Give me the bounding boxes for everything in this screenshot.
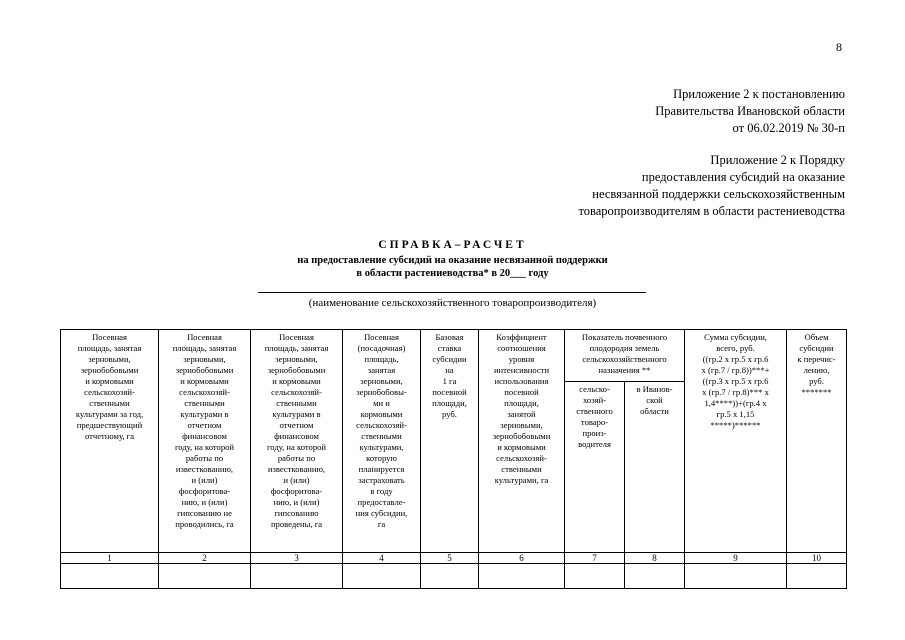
column-number: 3 [251, 553, 343, 564]
data-cell [565, 564, 625, 589]
header-text: Показатель почвенного плодородия земель сельскохозяйственного назначения ** [581, 332, 668, 375]
appendix-resolution-line: Приложение 2 к постановлению [673, 87, 845, 101]
data-cell [61, 564, 159, 589]
appendix-resolution-line: Правительства Ивановской области [655, 104, 845, 118]
appendix-order-line: товаропроизводителям в области растениеводства [578, 204, 845, 218]
header-text: Объем субсидии к перечис- лению, руб. ******* [797, 332, 836, 397]
column-number: 5 [421, 553, 479, 564]
data-cell [421, 564, 479, 589]
data-cell [343, 564, 421, 589]
producer-name-line [258, 292, 646, 293]
appendix-order-line: предоставления субсидий на оказание [641, 170, 845, 184]
header-cell [251, 330, 343, 553]
document-subtitle [0, 254, 905, 280]
header-cell [421, 330, 479, 553]
column-number: 9 [685, 553, 787, 564]
column-number: 1 [61, 553, 159, 564]
page-number: 8 [836, 40, 842, 54]
header-text: Посевная площадь, занятая зерновыми, зернобобовыми и кормовыми сельскохозяй- ственными культурами за год, предшествующий отчетному, га [75, 332, 144, 441]
document-subtitle-line: в области растениеводства* в 20___ году [356, 268, 549, 279]
appendix-order-block [578, 152, 845, 220]
header-cell [479, 330, 565, 553]
data-cell [625, 564, 685, 589]
header-cell [565, 381, 625, 552]
header-cell [61, 330, 159, 553]
producer-name-caption: (наименование сельскохозяйственного товаропроизводителя) [308, 297, 597, 309]
data-cell [479, 564, 565, 589]
data-cell [251, 564, 343, 589]
header-cell [787, 330, 847, 553]
data-cell [685, 564, 787, 589]
header-text: Базовая ставка субсидии на 1 га посевной площади, руб. [432, 332, 467, 419]
header-text: Посевная площадь, занятая зерновыми, зернобобовыми и кормовыми сельскохозяй- ственными культурами в отчетном финансовом году, на которой работы по известкованию, и (или) фосфоритова- нию, и (или) гипсованию не проводились, га [172, 332, 237, 529]
column-number: 2 [159, 553, 251, 564]
header-text: Посевная (посадочная) площадь, занятая зерновыми, зернобобовы- ми и кормовыми сельскохозяй- ственными культурами, которую планируется застраховать в году предоставле- ния субсидии, га [355, 332, 408, 529]
document-title: СПРАВКА–РАСЧЕТ [378, 239, 527, 251]
column-number: 6 [479, 553, 565, 564]
header-cell [625, 381, 685, 552]
header-text: Коэффициент соотношения уровня интенсивности использования посевной площади, занятой зерновыми, зернобобовыми и кормовыми сельскохозяй- ственными культурами, га [492, 332, 551, 485]
column-number: 7 [565, 553, 625, 564]
header-cell [685, 330, 787, 553]
appendix-resolution-block [655, 86, 845, 137]
header-text: Посевная площадь, занятая зерновыми, зернобобовыми и кормовыми сельскохозяй- ственными культурами в отчетном финансовом году, на которой работы по известкованию, и (или) фосфоритова- нию, и (или) гипсованию проведены, га [264, 332, 329, 529]
column-number: 8 [625, 553, 685, 564]
column-number: 4 [343, 553, 421, 564]
appendix-order-line: Приложение 2 к Порядку [710, 153, 845, 167]
appendix-resolution-line: от 06.02.2019 № 30-п [732, 121, 845, 135]
header-cell [159, 330, 251, 553]
column-number: 10 [787, 553, 847, 564]
header-text: в Иванов- ской области [636, 383, 673, 416]
header-cell [565, 330, 685, 382]
document-subtitle-line: на предоставление субсидий на оказание несвязанной поддержки [297, 255, 608, 266]
header-text: Сумма субсидии, всего, руб. ((гр.2 х гр.5 х гр.6 х (гр.7 / гр.8))***+ ((гр.3 х гр.5 х гр.6 х (гр.7 / гр.8)*** х 1,4****))+(гр.4 х гр.5 х 1,15 *****)****** [701, 332, 770, 430]
header-cell [343, 330, 421, 553]
appendix-order-line: несвязанной поддержки сельскохозяйственным [592, 187, 845, 201]
header-text: сельско- хозяй- ственного товаро- произ- водителя [576, 383, 613, 449]
calculation-table [60, 329, 847, 589]
data-cell [159, 564, 251, 589]
data-cell [787, 564, 847, 589]
